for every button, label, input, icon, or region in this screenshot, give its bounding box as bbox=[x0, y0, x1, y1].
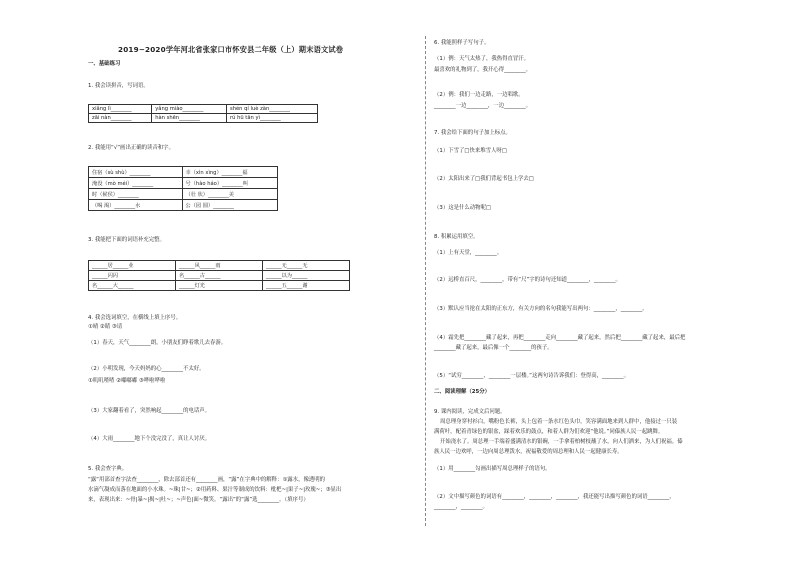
q6-item: （2）例：我们一边走路，一边唱歌。 bbox=[434, 92, 524, 98]
exam-title: 2019−2020学年河北省张家口市怀安县二年级（上）期末语文试卷 bbox=[118, 45, 344, 54]
q7-title: 7. 我会给下面的句子加上标点。 bbox=[434, 130, 511, 136]
q8-item: （5）“试穷________，________一层楼。”这两句诗告诉我们：登得高，________。 bbox=[434, 373, 629, 379]
q4-options: ①叽叽喳喳 ②嘟嘟嘟 ③哗啦哗啦 bbox=[88, 378, 166, 384]
table-cell: ______无______无 bbox=[263, 261, 350, 271]
q9-item: ________，________。 bbox=[434, 504, 488, 510]
table-cell: hàn shēn________ bbox=[152, 114, 227, 123]
q4-item: （3）大家翻着看了，突然响起________的电话声。 bbox=[88, 408, 211, 414]
q5-title: 5. 我会查字典。 bbox=[88, 466, 128, 472]
table-cell: yǎng miào________ bbox=[152, 105, 227, 114]
pronunciation-table bbox=[88, 166, 278, 211]
section-reading: 二、阅读理解（25分） bbox=[434, 389, 491, 395]
q5-line: 来，表现出来：~骨|暴~|揭~|吐~；~声色|面~微笑。“露出”的“露”选________。（填序号） bbox=[88, 497, 309, 503]
table-cell: zāi nàn________ bbox=[89, 114, 152, 123]
table-cell: ______闪闪 bbox=[89, 271, 176, 281]
q2-title: 2. 我能用“√”画出正确的读音和字。 bbox=[88, 145, 174, 151]
table-cell: ______风______雨 bbox=[176, 261, 263, 271]
table-row bbox=[89, 178, 278, 189]
table-cell: shén qí luè zàn________ bbox=[227, 105, 318, 114]
q4-item: （1）春天，天气________朗，小朋友们睁着歌儿去春游。 bbox=[88, 340, 227, 346]
pinyin-table bbox=[88, 104, 318, 123]
q8-item: （1）上有天堂，________。 bbox=[434, 250, 503, 256]
q9-item: （2）文中描写颜色的词语有________，________，________，我还能写出描写颜色的词语________， bbox=[434, 494, 675, 500]
q7-item: （3）这是什么动物呢□ bbox=[434, 205, 492, 211]
table-row bbox=[89, 114, 318, 123]
q7-item: （1）下雪了□快来堆雪人呀□ bbox=[434, 148, 507, 154]
q4-item: （2）小明发现，今天妈妈的心________不太好。 bbox=[88, 366, 205, 372]
q8-title: 8. 积累运用填空。 bbox=[434, 234, 479, 240]
table-cell: ______以为______ bbox=[263, 271, 350, 281]
q6-item: 最喜欢的礼物到了，我开心得________。 bbox=[434, 67, 532, 73]
q7-item: （2）太阳出来了□我们背起书包上学去□ bbox=[434, 176, 534, 182]
q9-passage-line: 族人民一边欢呼，一边向周总理泼水，祝福敬爱的周总理和人民一起健康长寿。 bbox=[434, 449, 623, 455]
table-cell: ______灯光 bbox=[176, 281, 263, 291]
q9-item: （1）用________勾画出描写周总理样子的语句。 bbox=[434, 466, 551, 472]
table-cell: （喝 渴）________水 bbox=[89, 200, 183, 211]
table-row bbox=[89, 271, 350, 281]
table-row bbox=[89, 105, 318, 114]
table-cell: 幸（xìn xìng）________福 bbox=[182, 167, 277, 178]
table-cell: 号（hào háo）________叫 bbox=[182, 178, 277, 189]
section-basic: 一、基础练习 bbox=[88, 61, 121, 67]
idiom-table bbox=[88, 260, 350, 291]
table-cell: 住宿（sù shù）________ bbox=[89, 167, 183, 178]
q5-line: “露”用部首查字法查________，除去部首还有________画，“露”在字典中的解释：①露水，像透明的 bbox=[88, 477, 326, 483]
table-cell: 名______古______ bbox=[176, 271, 263, 281]
table-row bbox=[89, 200, 278, 211]
q1-title: 1. 我会读拼音，写词语。 bbox=[88, 83, 149, 89]
table-cell: 公（园 圆）________ bbox=[182, 200, 277, 211]
column-divider bbox=[425, 36, 426, 526]
q6-item: （1）例：天气太热了，我热得直冒汗。 bbox=[434, 56, 530, 62]
q9-title: 9. 课内阅读，完成文后问题。 bbox=[434, 409, 506, 415]
table-row bbox=[89, 281, 350, 291]
table-row bbox=[89, 189, 278, 200]
q6-title: 6. 我能照样子写句子。 bbox=[434, 40, 490, 46]
table-cell: xiǎng lì________ bbox=[89, 105, 152, 114]
table-row bbox=[89, 261, 350, 271]
table-cell: rú hū tān yì________ bbox=[227, 114, 318, 123]
q4-options: ①晴 ②睛 ③请 bbox=[88, 324, 123, 330]
table-row bbox=[89, 167, 278, 178]
q6-item: ________一边________，一边________。 bbox=[434, 103, 532, 109]
q9-passage-line: 周总理身穿衬衫白，嘴粉色长裤，头上包着一条水红色头巾，笑容满面地来到人群中，他接过一只装 bbox=[440, 419, 678, 425]
q8-item: （4）霜先把________藏了起来，再把________走向________藏了起来，然后把________藏了起来，最后把 bbox=[434, 335, 686, 341]
q4-title: 4. 我会选词填空，在横线上填上序号。 bbox=[88, 315, 182, 321]
table-cell: 时（候侯）________ bbox=[89, 189, 183, 200]
table-cell: （壮 状）________美 bbox=[182, 189, 277, 200]
table-cell: 淹没（mò méi）________ bbox=[89, 178, 183, 189]
table-cell: 名______大______ bbox=[89, 281, 176, 291]
q8-item: （3）默认应当抢在太阳的正东方，有关方向的名句我能写出两句：________，________。 bbox=[434, 306, 648, 312]
q9-passage-line: 满荷叶，配着青绿色的银盆，踩着欢乐的鼓点，和着人群为们欢迎“他说。”同傣族人民一起跳舞。 bbox=[434, 429, 664, 435]
q5-line: 水滴气凝成而落在地面的小水珠。~珠|甘~；②用药料、果汁等制成的饮料：枇杷~|果子~|玫瑰~；③显出 bbox=[88, 487, 342, 493]
q8-item: ________藏了起来，最后像一个________的孩子。 bbox=[434, 345, 553, 351]
q8-item: （2）远桥直百尺，________，带有“尺”字的诗句还知道________，________。 bbox=[434, 277, 621, 283]
table-cell: ______五______谢 bbox=[263, 281, 350, 291]
q4-item: （4）大雨________地下个没完没了，真让人讨厌。 bbox=[88, 436, 211, 442]
table-cell: ______居______业 bbox=[89, 261, 176, 271]
q9-passage-line: 开始浇水了。周总理一手端着盛满清水的银碗，一手拿着柏树枝蘸了水，向人们洒来，为人们祝福。傣 bbox=[440, 439, 683, 445]
q3-title: 3. 我能把下面的词语补充完整。 bbox=[88, 237, 165, 243]
